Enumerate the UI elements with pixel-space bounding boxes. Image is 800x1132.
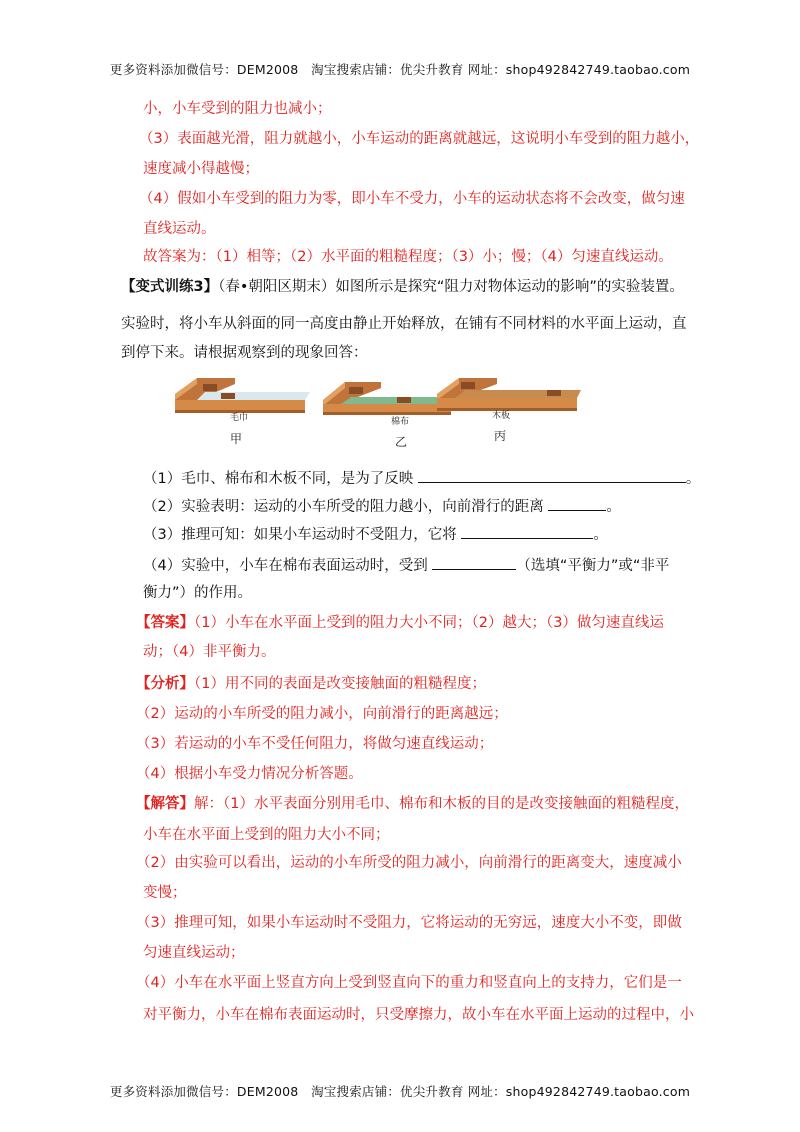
solution-line-7: （4）小车在水平面上竖直方向上受到竖直向下的重力和竖直向上的支持力，它们是一: [136, 975, 682, 991]
subq-2-blank[interactable]: [548, 496, 606, 511]
solution-text-1: 解：（1）水平表面分别用毛巾、棉布和木板的目的是改变接触面的粗糙程度，: [194, 796, 689, 812]
surface-label-board: 木板: [492, 411, 511, 421]
prev-line-3: 速度减小得越慢；: [143, 161, 259, 177]
experiment-figure: [175, 372, 635, 452]
solution-line-6: 匀速直线运动；: [143, 945, 245, 961]
subq-4-end: （选填“平衡力”或“非平: [516, 558, 670, 574]
prev-answer-summary: 故答案为：（1）相等；（2）水平面的粗糙程度；（3）小；慢；（4）匀速直线运动。: [143, 249, 673, 265]
analysis-text-1: （1）用不同的表面是改变接触面的粗糙程度；: [194, 676, 486, 692]
question-tag: 【变式训练3】: [121, 279, 219, 295]
subq-2: [143, 496, 621, 517]
page-header: 更多资料添加微信号：DEM2008 淘宝搜索店铺：优尖升教育 网址：shop492842749.taobao.com: [109, 62, 691, 77]
question-line-2: 实验时，将小车从斜面的同一高度由静止开始释放，在铺有不同材料的水平面上运动，直: [121, 316, 687, 332]
subq-4-text: （4）实验中，小车在棉布表面运动时，受到: [143, 558, 428, 574]
subq-2-end: 。: [606, 499, 621, 515]
subq-3-end: 。: [593, 527, 608, 543]
question-line-3: 到停下来。请根据观察到的现象回答：: [121, 345, 368, 361]
page-footer: 更多资料添加微信号：DEM2008 淘宝搜索店铺：优尖升教育 网址：shop492842749.taobao.com: [109, 1084, 691, 1099]
analysis-line-2: （2）运动的小车所受的阻力减小，向前滑行的距离越远；: [136, 706, 508, 722]
subq-1-text: （1）毛巾、棉布和木板不同，是为了反映: [143, 471, 414, 487]
panel-towel: [175, 378, 310, 446]
subq-4: [143, 555, 669, 576]
answer-line-1: [136, 613, 664, 633]
solution-tag: 【解答】: [136, 796, 194, 812]
subq-3-blank[interactable]: [461, 524, 593, 539]
subq-1-end: 。: [685, 471, 701, 487]
solution-line-8: 对平衡力，小车在棉布表面运动时，只受摩擦力，故小车在水平面上运动的过程中，小: [143, 1007, 694, 1023]
analysis-tag: 【分析】: [136, 676, 194, 692]
subq-3: [143, 524, 608, 545]
prev-line-2: （3）表面越光滑，阻力就越小，小车运动的距离就越远，这说明小车受到的阻力越小，: [139, 131, 700, 147]
surface-label-towel: 毛巾: [230, 413, 249, 423]
panel-board: [437, 378, 581, 443]
caption-yi: 乙: [395, 435, 408, 449]
analysis-line-1: [136, 674, 486, 694]
answer-text-1: （1）小车在水平面上受到的阻力大小不同；（2）越大；（3）做匀速直线运: [194, 615, 664, 631]
subq-4-line-2: 衡力”）的作用。: [143, 585, 253, 601]
solution-line-2: 小车在水平面上受到的阻力大小不同；: [143, 827, 390, 843]
prev-line-4: （4）假如小车受到的阻力为零，即小车不受力，小车的运动状态将不会改变，做匀速: [139, 191, 685, 207]
subq-1: [143, 468, 700, 489]
answer-tag: 【答案】: [136, 615, 194, 631]
answer-line-2: 动；（4）非平衡力。: [143, 644, 276, 660]
analysis-line-4: （4）根据小车受力情况分析答题。: [136, 766, 363, 782]
panel-cotton: [323, 382, 456, 449]
prev-line-5: 直线运动。: [143, 221, 216, 237]
solution-line-4: 变慢；: [143, 885, 187, 901]
subq-2-text: （2）实验表明：运动的小车所受的阻力越小，向前滑行的距离: [143, 499, 544, 515]
surface-label-cotton: 棉布: [391, 417, 410, 427]
caption-jia: 甲: [230, 432, 243, 446]
question-line-1: [121, 277, 684, 297]
subq-3-text: （3）推理可知：如果小车运动时不受阻力，它将: [143, 527, 457, 543]
question-intro: （春•朝阳区期末）如图所示是探究“阻力对物体运动的影响”的实验装置。: [218, 279, 684, 295]
caption-bing: 丙: [494, 429, 507, 443]
subq-1-blank[interactable]: [418, 468, 686, 483]
solution-line-1: [136, 794, 689, 814]
solution-line-5: （3）推理可知，如果小车运动时不受阻力，它将运动的无穷远，速度大小不变，即做: [136, 915, 682, 931]
prev-line-1: 小，小车受到的阻力也减小；: [143, 101, 332, 117]
solution-line-3: （2）由实验可以看出，运动的小车所受的阻力减小，向前滑行的距离变大，速度减小: [136, 855, 682, 871]
subq-4-blank[interactable]: [432, 555, 516, 570]
analysis-line-3: （3）若运动的小车不受任何阻力，将做匀速直线运动；: [136, 736, 494, 752]
